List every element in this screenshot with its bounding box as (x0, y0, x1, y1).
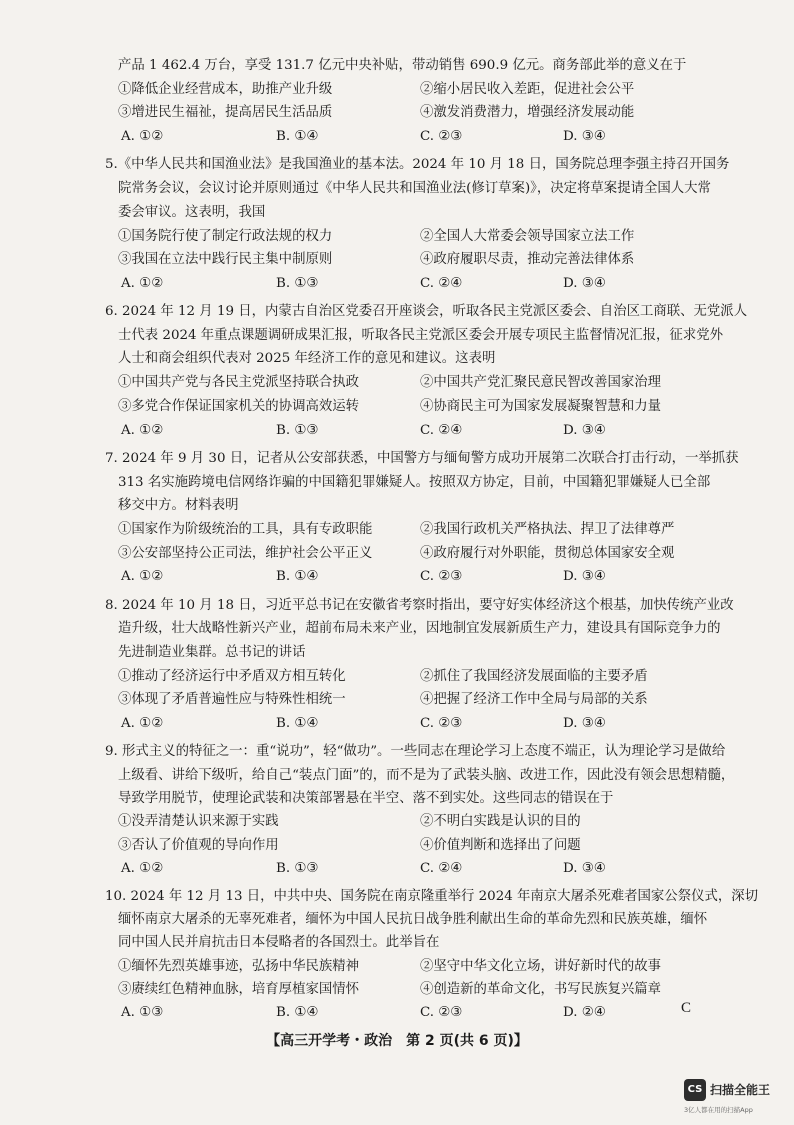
q5-option-2: ②全国人大常委会领导国家立法工作 (420, 229, 635, 244)
q7-answer-d: D. ③④ (563, 569, 606, 584)
scanner-app-name: 扫描全能王 (710, 1083, 771, 1097)
q10-option-3: ③赓续红色精神血脉，培育厚植家国情怀 (118, 982, 360, 997)
q9-option-2: ②不明白实践是认识的目的 (420, 814, 581, 829)
scanner-watermark (684, 1079, 794, 1119)
q8-answer-b: B. ①④ (276, 716, 319, 731)
q5-stem-2: 院常务会议，会议讨论并原则通过《中华人民共和国渔业法(修订草案)》，决定将草案提请全国人大常 (118, 181, 711, 196)
q6-stem-2: 士代表 2024 年重点课题调研成果汇报，听取各民主党派区委会开展专项民主监督情况汇报，征求党外 (118, 328, 723, 343)
q10-answer-c: C. ②③ (420, 1005, 463, 1020)
q8-answer-c: C. ②③ (420, 716, 463, 731)
q7-answer-c: C. ②③ (420, 569, 463, 584)
q5-option-1: ①国务院行使了制定行政法规的权力 (118, 229, 333, 244)
q4-option-4: ④激发消费潜力，增强经济发展动能 (420, 105, 635, 120)
q7-option-4: ④政府履行对外职能，贯彻总体国家安全观 (420, 546, 675, 561)
q7-answer-a: A. ①② (121, 569, 164, 584)
q6-option-2: ②中国共产党汇聚民意民智改善国家治理 (420, 375, 662, 390)
q10-option-1: ①缅怀先烈英雄事迹，弘扬中华民族精神 (118, 959, 360, 974)
scanner-tagline: 3亿人都在用的扫描App (684, 1106, 753, 1114)
q6-answer-c: C. ②④ (420, 423, 463, 438)
q6-stem-1: 6. 2024 年 12 月 19 日，内蒙古自治区党委召开座谈会，听取各民主党派区委会、自治区工商联、无党派人 (105, 304, 748, 319)
q4-stem-cont: 产品 1 462.4 万台，享受 131.7 亿元中央补贴，带动销售 690.9 亿元。商务部此举的意义在于 (118, 58, 687, 73)
q7-stem-1: 7. 2024 年 9 月 30 日，记者从公安部获悉，中国警方与缅甸警方成功开展第二次联合打击行动，一举抓获 (105, 451, 739, 466)
q7-answer-b: B. ①④ (276, 569, 319, 584)
q9-option-1: ①没弄清楚认识来源于实践 (118, 814, 279, 829)
q6-option-4: ④协商民主可为国家发展凝聚智慧和力量 (420, 399, 662, 414)
q10-stem-3: 同中国人民并肩抗击日本侵略者的各国烈士。此举旨在 (118, 935, 440, 950)
q6-answer-d: D. ③④ (563, 423, 606, 438)
q10-stem-1: 10. 2024 年 12 月 13 日，中共中央、国务院在南京隆重举行 2024 年南京大屠杀死难者国家公祭仪式，深切 (105, 889, 759, 904)
page-footer: 【高三开学考・政治 第 2 页(共 6 页)】 (266, 1033, 528, 1049)
q10-option-4: ④创造新的革命文化，书写民族复兴篇章 (420, 982, 662, 997)
q10-answer-b: B. ①④ (276, 1005, 319, 1020)
q7-stem-3: 移交中方。材料表明 (118, 498, 239, 513)
q9-stem-1: 9. 形式主义的特征之一：重“说功”，轻“做功”。一些同志在理论学习上态度不端正，认为理论学习是做给 (105, 744, 726, 759)
q9-option-3: ③否认了价值观的导向作用 (118, 838, 279, 853)
q10-option-2: ②坚守中华文化立场，讲好新时代的故事 (420, 959, 662, 974)
q5-answer-b: B. ①③ (276, 276, 319, 291)
q5-option-3: ③我国在立法中践行民主集中制原则 (118, 252, 333, 267)
q8-stem-3: 先进制造业集群。总书记的讲话 (118, 645, 306, 660)
q9-answer-d: D. ③④ (563, 861, 606, 876)
q7-option-2: ②我国行政机关严格执法、捍卫了法律尊严 (420, 522, 675, 537)
q9-option-4: ④价值判断和选择出了问题 (420, 838, 581, 853)
q6-stem-3: 人士和商会组织代表对 2025 年经济工作的意见和建议。这表明 (118, 351, 496, 366)
version-letter: C (681, 1000, 692, 1016)
q4-option-2: ②缩小居民收入差距，促进社会公平 (420, 82, 635, 97)
q9-answer-c: C. ②④ (420, 861, 463, 876)
q9-stem-2: 上级看、讲给下级听，给自己“装点门面”的，而不是为了武装头脑、改进工作，因此没有领会思想精髓， (118, 768, 735, 783)
q5-answer-a: A. ①② (121, 276, 164, 291)
scanner-logo-icon: CS (684, 1079, 706, 1101)
q8-option-4: ④把握了经济工作中全局与局部的关系 (420, 692, 648, 707)
q7-option-3: ③公安部坚持公正司法，维护社会公平正义 (118, 546, 373, 561)
q5-option-4: ④政府履职尽责，推动完善法律体系 (420, 252, 635, 267)
q6-option-1: ①中国共产党与各民主党派坚持联合执政 (118, 375, 360, 390)
q9-answer-a: A. ①② (121, 861, 164, 876)
q4-answer-a: A. ①② (121, 129, 164, 144)
q4-answer-b: B. ①④ (276, 129, 319, 144)
q8-stem-1: 8. 2024 年 10 月 18 日，习近平总书记在安徽省考察时指出，要守好实体经济这个根基，加快传统产业改 (105, 598, 734, 613)
q5-stem-3: 委会审议。这表明，我国 (118, 205, 266, 220)
q10-answer-d: D. ②④ (563, 1005, 606, 1020)
q4-option-1: ①降低企业经营成本，助推产业升级 (118, 82, 333, 97)
q8-option-1: ①推动了经济运行中矛盾双方相互转化 (118, 669, 346, 684)
q9-answer-b: B. ①③ (276, 861, 319, 876)
q6-answer-b: B. ①③ (276, 423, 319, 438)
q5-answer-c: C. ②④ (420, 276, 463, 291)
q7-stem-2: 313 名实施跨境电信网络诈骗的中国籍犯罪嫌疑人。按照双方协定，目前，中国籍犯罪嫌疑人已全部 (118, 475, 711, 490)
q4-answer-c: C. ②③ (420, 129, 463, 144)
q5-stem-1: 5.《中华人民共和国渔业法》是我国渔业的基本法。2024 年 10 月 18 日，国务院总理李强主持召开国务 (105, 157, 730, 172)
q8-answer-a: A. ①② (121, 716, 164, 731)
q8-option-2: ②抓住了我国经济发展面临的主要矛盾 (420, 669, 648, 684)
q8-stem-2: 造升级，壮大战略性新兴产业，超前布局未来产业，因地制宜发展新质生产力，建设具有国际竞争力的 (118, 621, 721, 636)
q4-answer-d: D. ③④ (563, 129, 606, 144)
q5-answer-d: D. ③④ (563, 276, 606, 291)
q6-option-3: ③多党合作保证国家机关的协调高效运转 (118, 399, 360, 414)
q4-option-3: ③增进民生福祉，提高居民生活品质 (118, 105, 333, 120)
q8-option-3: ③体现了矛盾普遍性应与特殊性相统一 (118, 692, 346, 707)
q7-option-1: ①国家作为阶级统治的工具，具有专政职能 (118, 522, 373, 537)
q10-answer-a: A. ①③ (121, 1005, 164, 1020)
q6-answer-a: A. ①② (121, 423, 164, 438)
q8-answer-d: D. ③④ (563, 716, 606, 731)
q10-stem-2: 缅怀南京大屠杀的无辜死难者，缅怀为中国人民抗日战争胜利献出生命的革命先烈和民族英雄，缅怀 (118, 912, 708, 927)
q9-stem-3: 导致学用脱节，使理论武装和决策部署悬在半空、落不到实处。这些同志的错误在于 (118, 791, 614, 806)
